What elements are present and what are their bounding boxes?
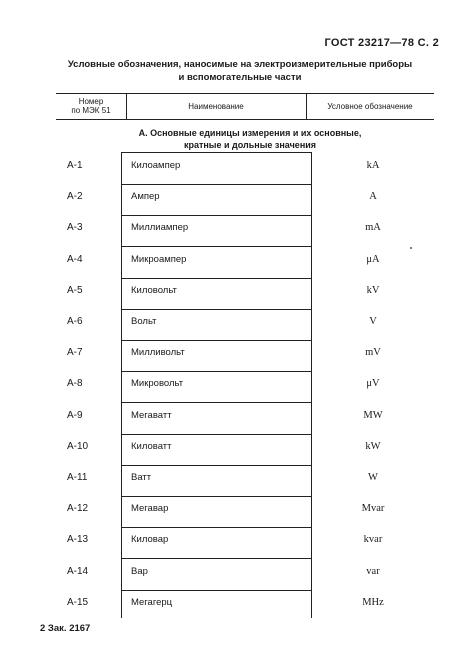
row-name: Микровольт bbox=[131, 378, 184, 390]
row-rule bbox=[121, 465, 312, 466]
table-row bbox=[0, 410, 467, 441]
row-rule bbox=[121, 496, 312, 497]
row-number: А-4 bbox=[67, 253, 83, 265]
table-row bbox=[0, 160, 467, 191]
document-title bbox=[40, 58, 440, 84]
row-symbol: Mvar bbox=[361, 503, 385, 515]
document-title-line-2: и вспомогательные части bbox=[178, 72, 302, 83]
column-header-name: Наименование bbox=[188, 102, 244, 111]
row-name: Мегаватт bbox=[131, 409, 172, 421]
row-name: Мегавар bbox=[131, 503, 169, 515]
table-row bbox=[0, 347, 467, 378]
table-header-bottom-rule bbox=[56, 119, 434, 120]
row-number: А-14 bbox=[67, 565, 89, 577]
row-number: А-13 bbox=[67, 534, 89, 546]
table-row bbox=[0, 316, 467, 347]
column-header-number-line-2: по МЭК 51 bbox=[71, 106, 111, 115]
row-name: Киловатт bbox=[131, 440, 172, 452]
row-symbol: mA bbox=[365, 222, 381, 234]
row-number: А-6 bbox=[67, 316, 83, 327]
table-row bbox=[0, 378, 467, 409]
row-rule bbox=[121, 402, 312, 403]
table-row bbox=[0, 472, 467, 503]
page-header: ГОСТ 23217—78 С. 2 bbox=[324, 37, 439, 49]
row-name: Микроампер bbox=[131, 253, 187, 265]
row-number: А-8 bbox=[67, 378, 83, 390]
row-symbol: mV bbox=[365, 347, 381, 359]
row-number: А-1 bbox=[67, 160, 83, 171]
row-symbol: kV bbox=[366, 284, 380, 296]
row-number: А-2 bbox=[67, 191, 83, 203]
table-top-rule bbox=[56, 93, 434, 94]
row-symbol: kW bbox=[365, 440, 381, 452]
row-name: Ватт bbox=[131, 472, 152, 483]
row-symbol: W bbox=[368, 472, 378, 483]
row-name: Килоампер bbox=[131, 160, 181, 171]
row-name: Вольт bbox=[131, 316, 157, 327]
row-number: А-9 bbox=[67, 409, 83, 421]
row-number: А-3 bbox=[67, 222, 83, 234]
row-rule bbox=[121, 309, 312, 310]
row-symbol: var bbox=[366, 565, 380, 577]
row-name: Киловар bbox=[131, 534, 169, 546]
row-rule bbox=[121, 246, 312, 247]
row-symbol: kvar bbox=[363, 534, 383, 546]
column-header-number-line-1: Номер bbox=[78, 97, 104, 106]
row-rule bbox=[121, 340, 312, 341]
row-name: Мегагерц bbox=[131, 596, 173, 608]
row-symbol: μA bbox=[366, 253, 380, 265]
table-row bbox=[0, 285, 467, 316]
row-rule bbox=[121, 527, 312, 528]
row-rule bbox=[121, 184, 312, 185]
row-rule bbox=[121, 558, 312, 559]
column-header-symbol: Условное обозначение bbox=[327, 102, 413, 111]
body-top-rule bbox=[121, 152, 312, 153]
row-number: А-10 bbox=[67, 440, 89, 452]
table-row bbox=[0, 254, 467, 285]
section-title-line-2: кратные и дольные значения bbox=[183, 140, 317, 150]
row-rule bbox=[121, 590, 312, 591]
row-number: А-15 bbox=[67, 596, 89, 608]
row-rule bbox=[121, 278, 312, 279]
row-rule bbox=[121, 215, 312, 216]
row-rule bbox=[121, 434, 312, 435]
row-name: Милливольт bbox=[131, 347, 185, 359]
row-number: А-12 bbox=[67, 503, 89, 515]
row-symbol: μV bbox=[366, 378, 380, 390]
table-row bbox=[0, 503, 467, 534]
section-title-line-1: А. Основные единицы измерения и их основные, bbox=[138, 128, 362, 138]
row-number: А-11 bbox=[67, 472, 88, 483]
section-title bbox=[100, 127, 400, 151]
row-name: Миллиампер bbox=[131, 222, 189, 234]
row-symbol: A bbox=[369, 191, 377, 203]
document-title-line-1: Условные обозначения, наносимые на электроизмерительные приборы bbox=[67, 59, 413, 70]
row-number: А-7 bbox=[67, 347, 83, 359]
footer-order-number: 2 Зак. 2167 bbox=[40, 623, 91, 634]
table-row bbox=[0, 534, 467, 565]
row-number: А-5 bbox=[67, 284, 83, 296]
row-name: Вар bbox=[131, 565, 148, 577]
row-name: Киловольт bbox=[131, 284, 177, 296]
table-row bbox=[0, 441, 467, 472]
table-row bbox=[0, 191, 467, 222]
row-name: Ампер bbox=[131, 191, 160, 203]
table-row bbox=[0, 222, 467, 253]
print-speck bbox=[410, 247, 412, 249]
table-row bbox=[0, 566, 467, 597]
column-header-number bbox=[56, 97, 126, 115]
row-symbol: MHz bbox=[362, 596, 384, 608]
row-symbol: V bbox=[369, 316, 377, 327]
row-rule bbox=[121, 371, 312, 372]
row-symbol: MW bbox=[363, 409, 383, 421]
row-symbol: kA bbox=[366, 160, 380, 171]
